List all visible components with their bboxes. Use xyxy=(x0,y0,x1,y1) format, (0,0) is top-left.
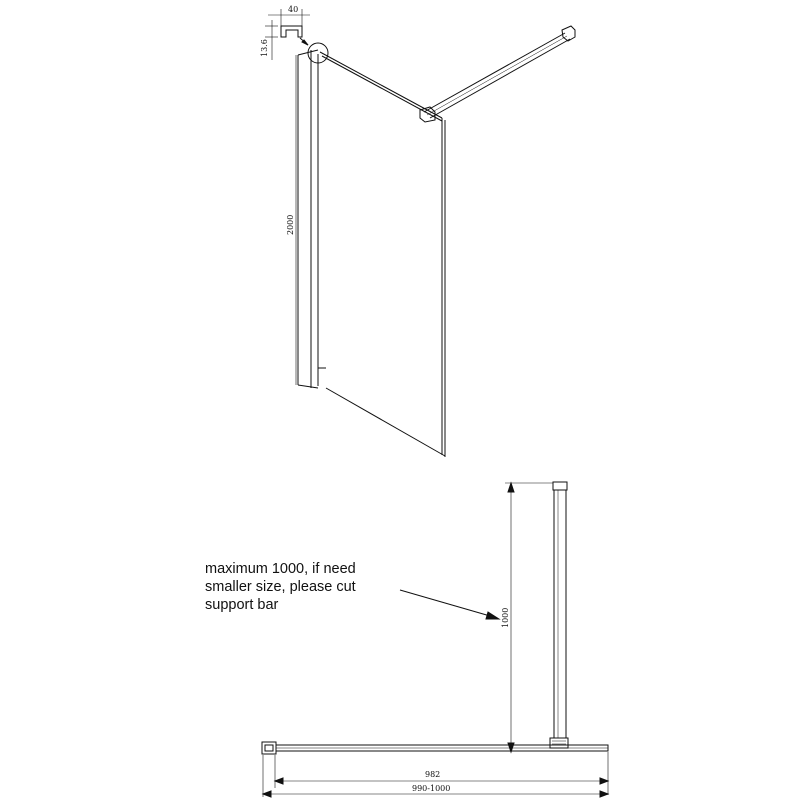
profile-section-detail xyxy=(265,9,310,60)
dim-overall-width-label: 990-1000 xyxy=(412,784,451,793)
glass-bottom-edge xyxy=(326,388,445,456)
dim-overall-arrow-left xyxy=(263,791,271,797)
note-leader-line xyxy=(400,590,497,618)
plan-support-bar-wall-bracket xyxy=(553,482,567,490)
dim-glass-width-label: 982 xyxy=(425,770,441,779)
dim-profile-depth-label: 13.6 xyxy=(260,39,269,57)
installation-note xyxy=(205,560,405,614)
glass-top-edge-inner xyxy=(322,56,442,121)
dim-982-arrow-left xyxy=(275,778,283,784)
profile-section-shape xyxy=(281,26,302,37)
plan-support-bar-clamp xyxy=(550,738,568,748)
support-bar-edge-2 xyxy=(430,39,570,118)
dim-1000-arrow-top xyxy=(508,483,514,492)
dim-overall-arrow-right xyxy=(600,791,608,797)
note-line-2: smaller size, please cut xyxy=(205,579,356,595)
note-line-3: support bar xyxy=(205,597,279,613)
detail-arrowhead xyxy=(302,40,308,45)
dim-panel-height-label: 2000 xyxy=(286,214,295,235)
glass-top-edge xyxy=(320,52,442,118)
note-line-1: maximum 1000, if need xyxy=(205,561,356,577)
wall-profile-bottom xyxy=(298,385,318,388)
plan-support-bar xyxy=(554,486,566,744)
dim-982-arrow-right xyxy=(600,778,608,784)
support-bar-highlight xyxy=(427,36,567,115)
dim-profile-width-label: 40 xyxy=(288,5,299,14)
glass-panel-isometric xyxy=(298,26,575,457)
plan-wall-profile xyxy=(262,742,276,754)
plan-view xyxy=(262,482,608,797)
note-leader-arrowhead xyxy=(486,612,499,619)
dim-support-bar-label: 1000 xyxy=(501,607,510,628)
support-bar-edge-1 xyxy=(424,33,565,112)
